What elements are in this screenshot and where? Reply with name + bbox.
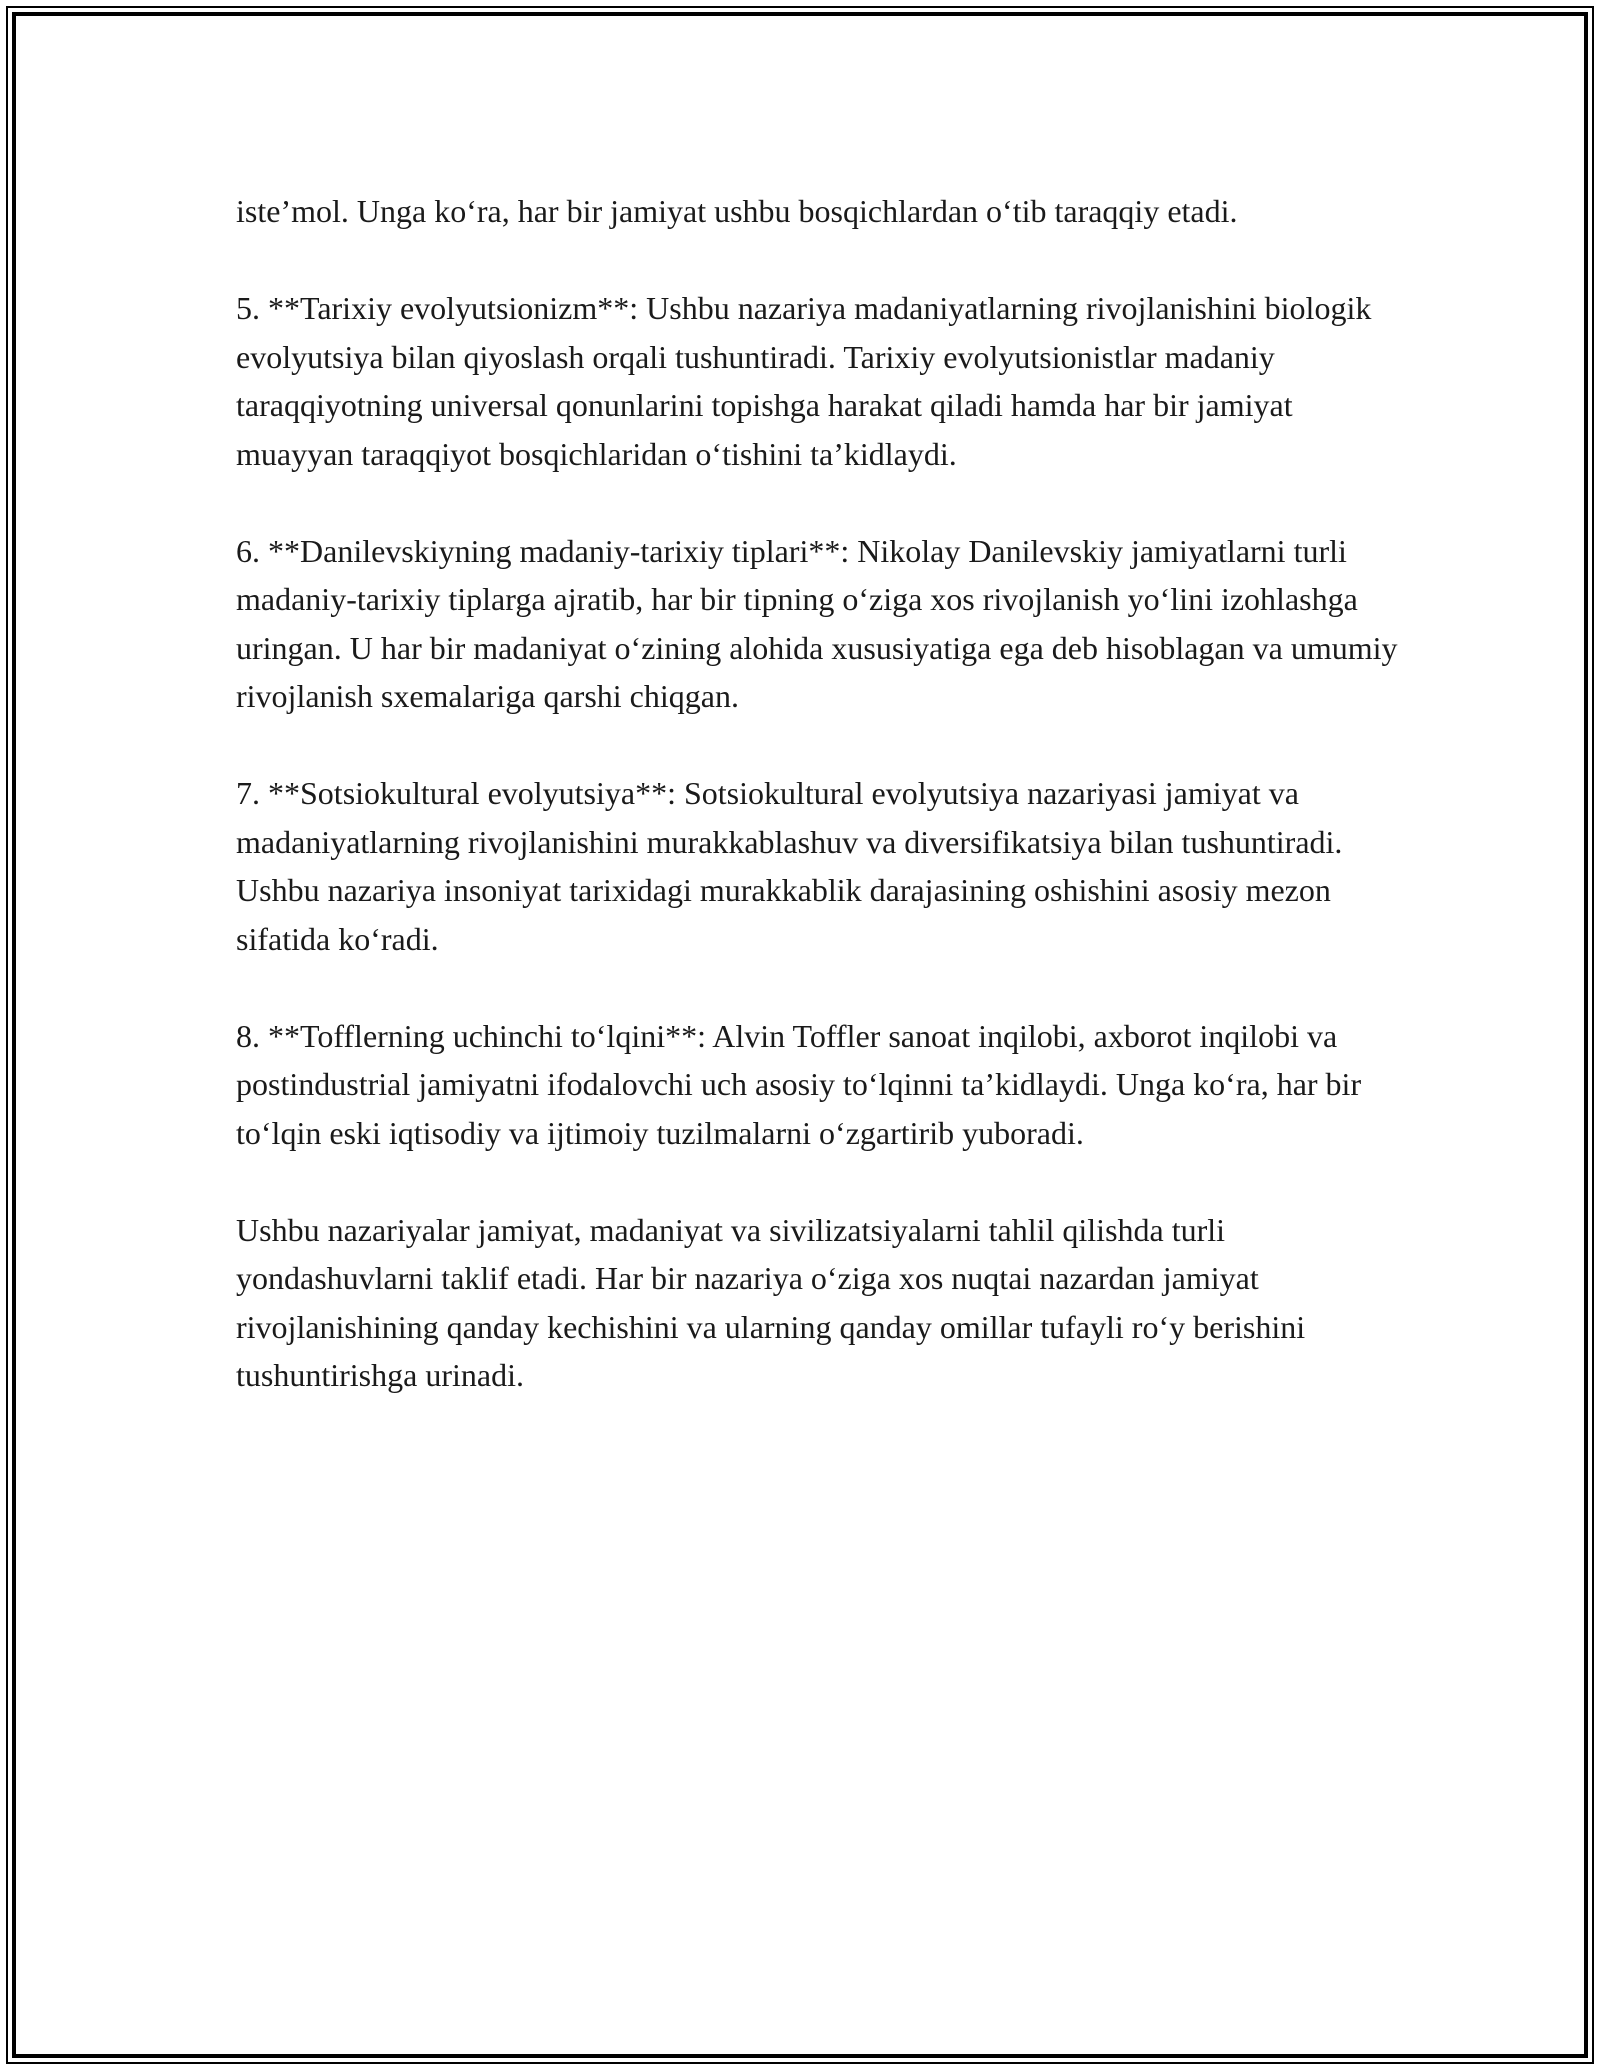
paragraph-item-7-sotsiokultural-evolyutsiya: 7. **Sotsiokultural evolyutsiya**: Sotsiokultural evolyutsiya nazariyasi jamiyat va madaniyatlarning rivojlanishini murakkablashuv va diversifikatsiya bilan tushuntiradi. Ushbu nazariya insoniyat tarixidagi murakkablik darajasining oshishini asosiy mezon sifatida ko‘radi. [236,775,1343,957]
paragraph-intro-continuation: iste’mol. Unga ko‘ra, har bir jamiyat ushbu bosqichlardan o‘tib taraqqiy etadi. [236,193,1238,229]
paragraph-item-5-tarixiy-evolyutsionizm: 5. **Tarixiy evolyutsionizm**: Ushbu nazariya madaniyatlarning rivojlanishini biologik evolyutsiya bilan qiyoslash orqali tushuntiradi. Tarixiy evolyutsionistlar madaniy taraqqiyotning universal qonunlarini topishga harakat qiladi hamda har bir jamiyat muayyan taraqqiyot bosqichlaridan o‘tishini ta’kidlaydi. [236,290,1372,472]
paragraph-conclusion: Ushbu nazariyalar jamiyat, madaniyat va sivilizatsiyalarni tahlil qilishda turli yondashuvlarni taklif etadi. Har bir nazariya o‘ziga xos nuqtai nazardan jamiyat rivojlanishining qanday kechishini va ularning qanday omillar tufayli ro‘y berishini tushuntirishga urinadi. [236,1211,1306,1393]
paragraph-item-8-toffler: 8. **Tofflerning uchinchi to‘lqini**: Alvin Toffler sanoat inqilobi, axborot inqilobi va postindustrial jamiyatni ifodalovchi uch asosiy to‘lqinni ta’kidlaydi. Unga ko‘ra, har bir to‘lqin eski iqtisodiy va ijtimoiy tuzilmalarni o‘zgartirib yuboradi. [236,1017,1362,1151]
paragraph-item-6-danilevskiy: 6. **Danilevskiyning madaniy-tarixiy tiplari**: Nikolay Danilevskiy jamiyatlarni turli madaniy-tarixiy tiplarga ajratib, har bir tipning o‘ziga xos rivojlanish yo‘lini izohlashga uringan. U har bir madaniyat o‘zining alohida xususiyatiga ega deb hisoblagan va umumiy rivojlanish sxemalariga qarshi chiqgan. [236,532,1398,714]
document-body [236,187,1406,1448]
